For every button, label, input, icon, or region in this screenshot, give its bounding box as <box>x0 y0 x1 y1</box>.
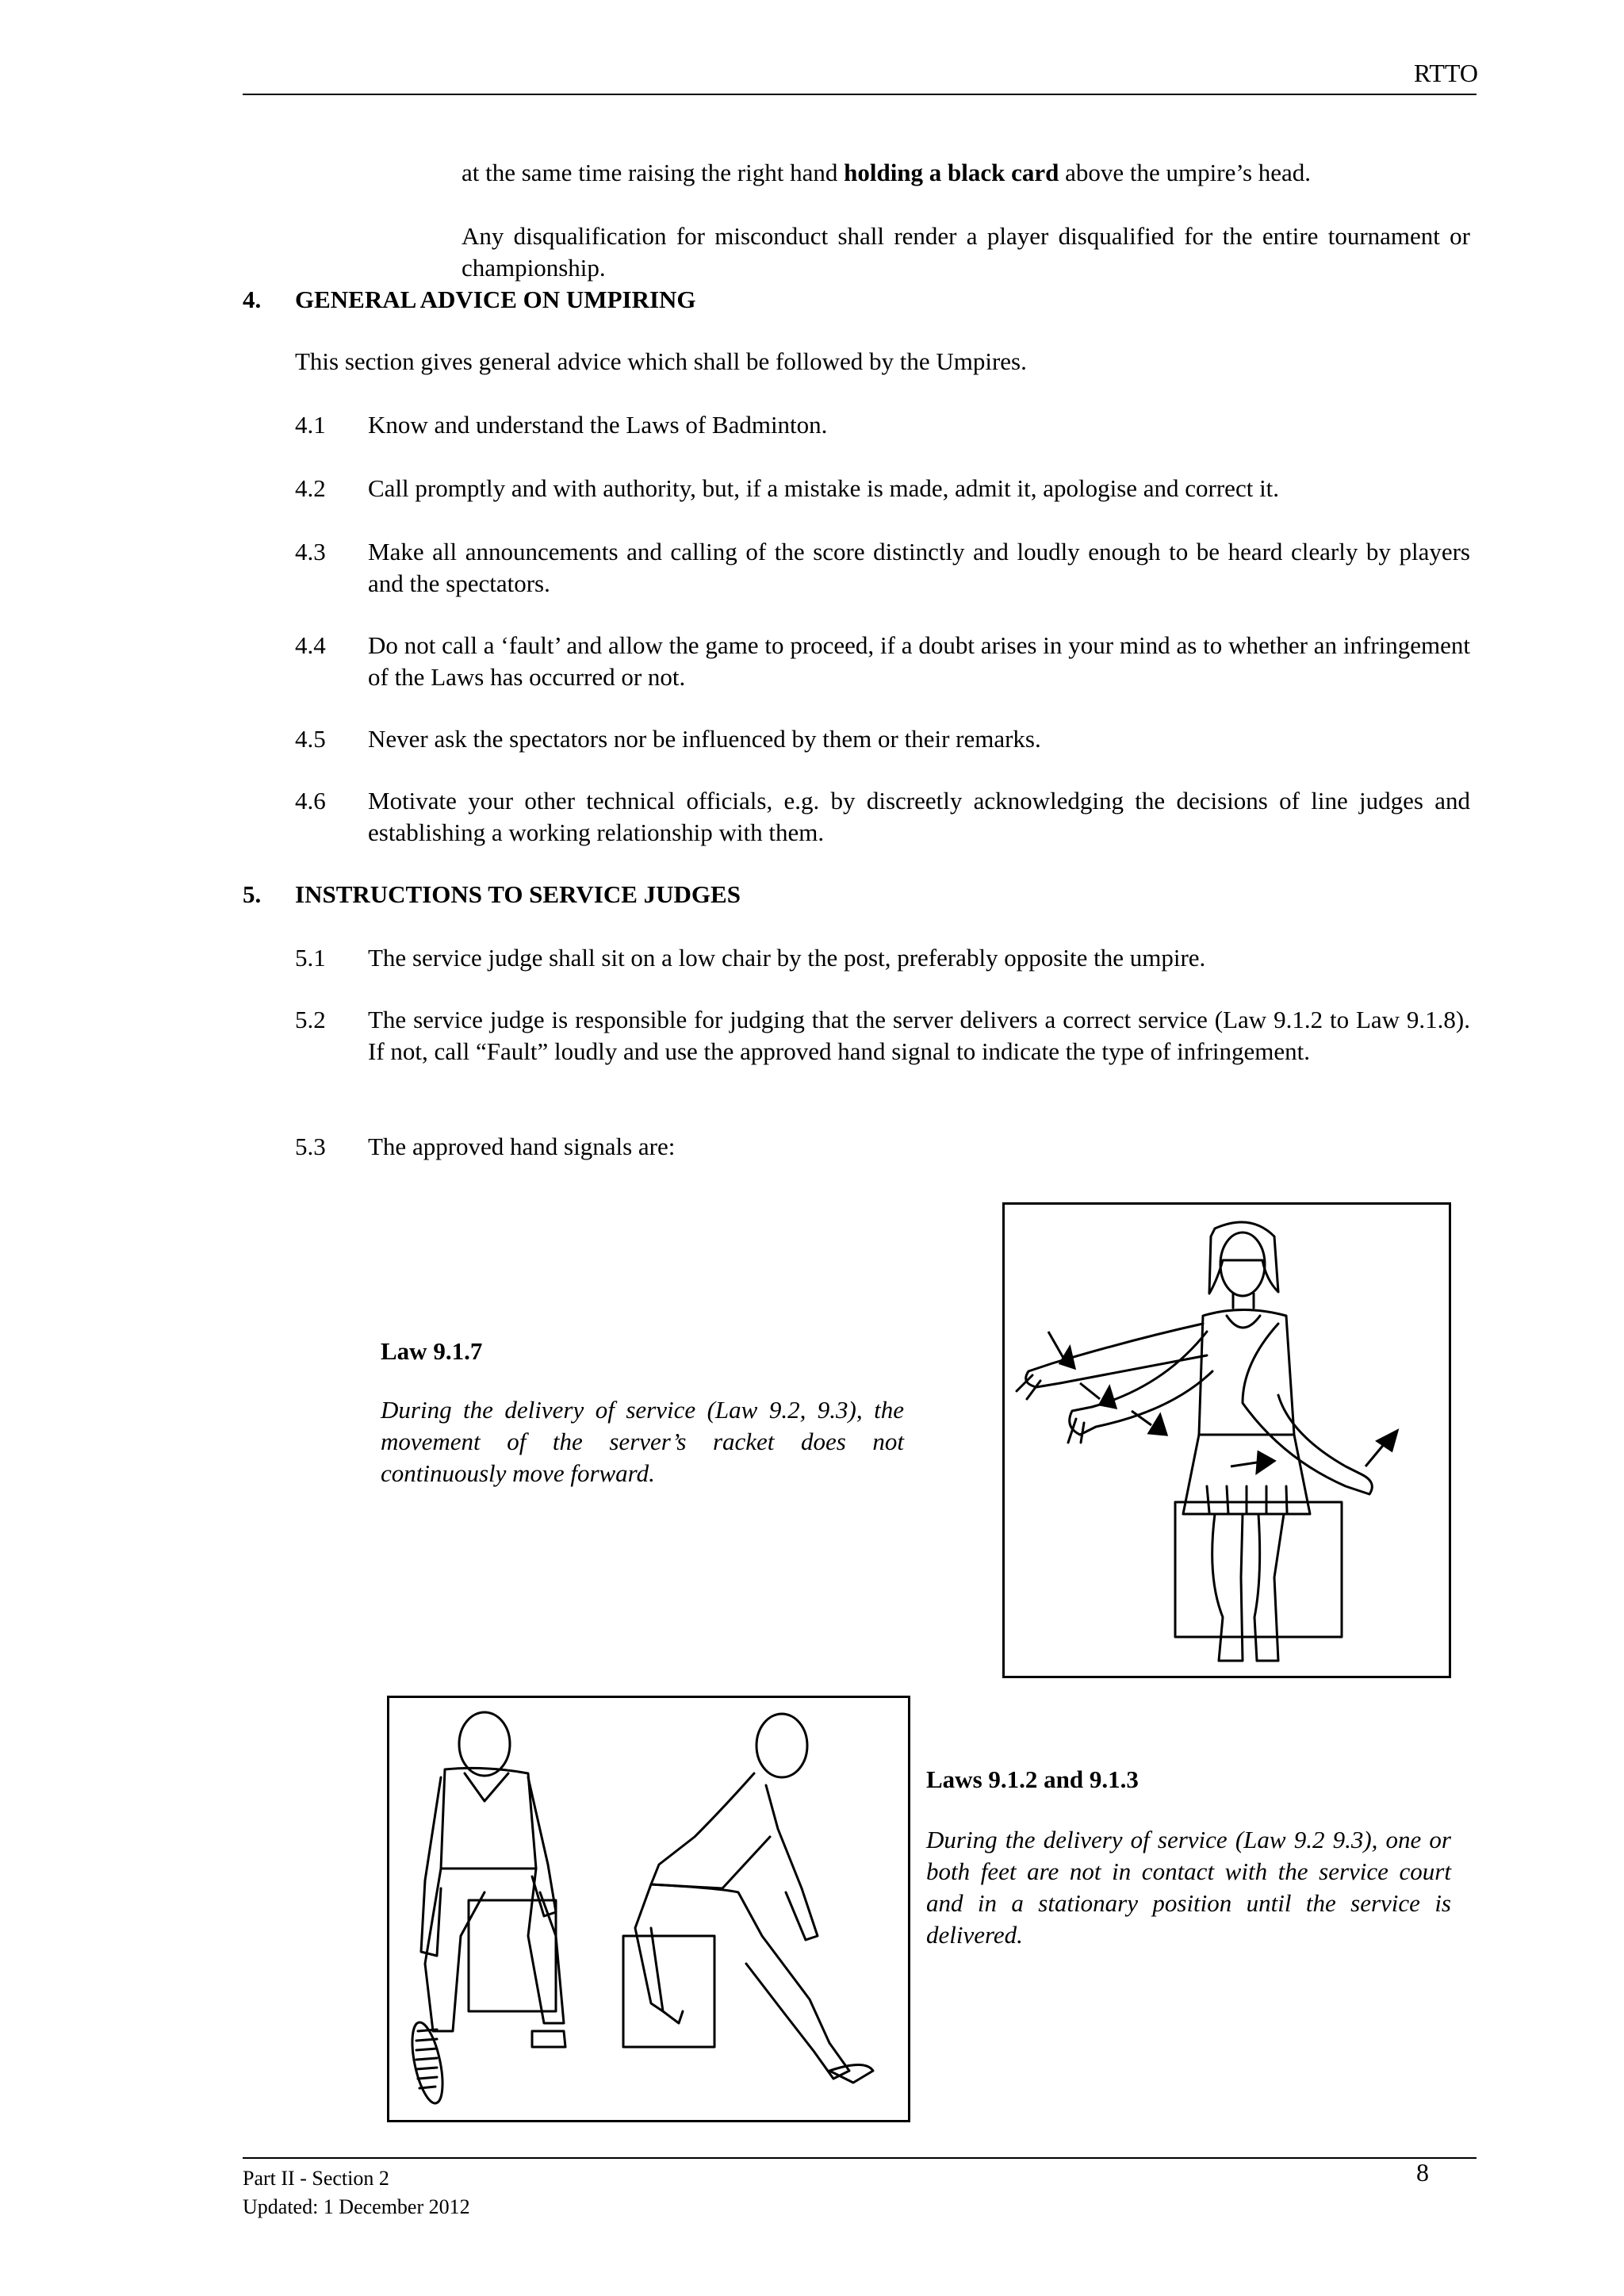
item-text: The service judge is responsible for judging that the server delivers a correct service (Law 9.1.2 to Law 9.1.8). If not, call “Fault” loudly and use the approved hand signal to indicate the type of infringement. <box>368 1006 1470 1065</box>
item-text: Do not call a ‘fault’ and allow the game to proceed, if a doubt arises in your mind as to whether an infringement of the Laws has occurred or not. <box>368 631 1470 691</box>
item-number: 4.4 <box>295 631 326 659</box>
item-number: 4.2 <box>295 474 326 502</box>
figure2-illustration <box>387 1696 910 2122</box>
figure2-caption: During the delivery of service (Law 9.2 9.3), one or both feet are not in contact with the service court and in a stationary position until the service is delivered. <box>926 1826 1451 1949</box>
section4-number: 4. <box>243 286 262 313</box>
item-number: 4.3 <box>295 538 326 565</box>
item-text: Make all announcements and calling of the score distinctly and loudly enough to be heard clearly by players and the spectators. <box>368 538 1470 597</box>
header-rule <box>243 94 1477 95</box>
item-text: The approved hand signals are: <box>368 1133 676 1160</box>
figure1-title: Law 9.1.7 <box>381 1337 483 1365</box>
intro-text-bold: holding a black card <box>844 159 1059 186</box>
section4-title: GENERAL ADVICE ON UMPIRING <box>295 286 696 313</box>
item-text: Motivate your other technical officials, e.g. by discreetly acknowledging the decisions of line judges and establishing a working relationship with them. <box>368 787 1470 846</box>
intro-text-post: above the umpire’s head. <box>1059 159 1312 186</box>
disqualification-paragraph: Any disqualification for misconduct shall render a player disqualified for the entire tournament or championship. <box>462 222 1470 282</box>
item-text: Know and understand the Laws of Badminton. <box>368 411 828 439</box>
item-number: 5.1 <box>295 944 326 972</box>
footer-section: Part II - Section 2 <box>243 2167 389 2190</box>
footer-updated: Updated: 1 December 2012 <box>243 2195 470 2218</box>
service-judge-racket-signal-drawing <box>1005 1205 1449 1676</box>
item-number: 4.6 <box>295 787 326 815</box>
section5-title: INSTRUCTIONS TO SERVICE JUDGES <box>295 880 741 908</box>
section4-intro: This section gives general advice which shall be followed by the Umpires. <box>295 347 1027 375</box>
section5-number: 5. <box>243 880 262 908</box>
item-number: 4.1 <box>295 411 326 439</box>
intro-line <box>462 157 1470 189</box>
item-text: Never ask the spectators nor be influenced by them or their remarks. <box>368 725 1041 753</box>
item-text: The service judge shall sit on a low chair by the post, preferably opposite the umpire. <box>368 944 1206 972</box>
item-number: 5.3 <box>295 1133 326 1160</box>
footer-rule <box>243 2157 1477 2159</box>
item-number: 5.2 <box>295 1006 326 1033</box>
service-judge-feet-signal-drawing <box>389 1698 908 2120</box>
figure2-title: Laws 9.1.2 and 9.1.3 <box>926 1765 1139 1793</box>
intro-text-pre: at the same time raising the right hand <box>462 159 845 186</box>
running-header: RTTO <box>1413 59 1478 87</box>
item-text: Call promptly and with authority, but, if a mistake is made, admit it, apologise and correct it. <box>368 474 1280 502</box>
figure1-illustration <box>1002 1202 1451 1678</box>
page-number: 8 <box>1416 2158 1429 2187</box>
figure1-caption: During the delivery of service (Law 9.2, 9.3), the movement of the server’s racket does not continuously move forward. <box>381 1396 904 1487</box>
item-number: 4.5 <box>295 725 326 753</box>
